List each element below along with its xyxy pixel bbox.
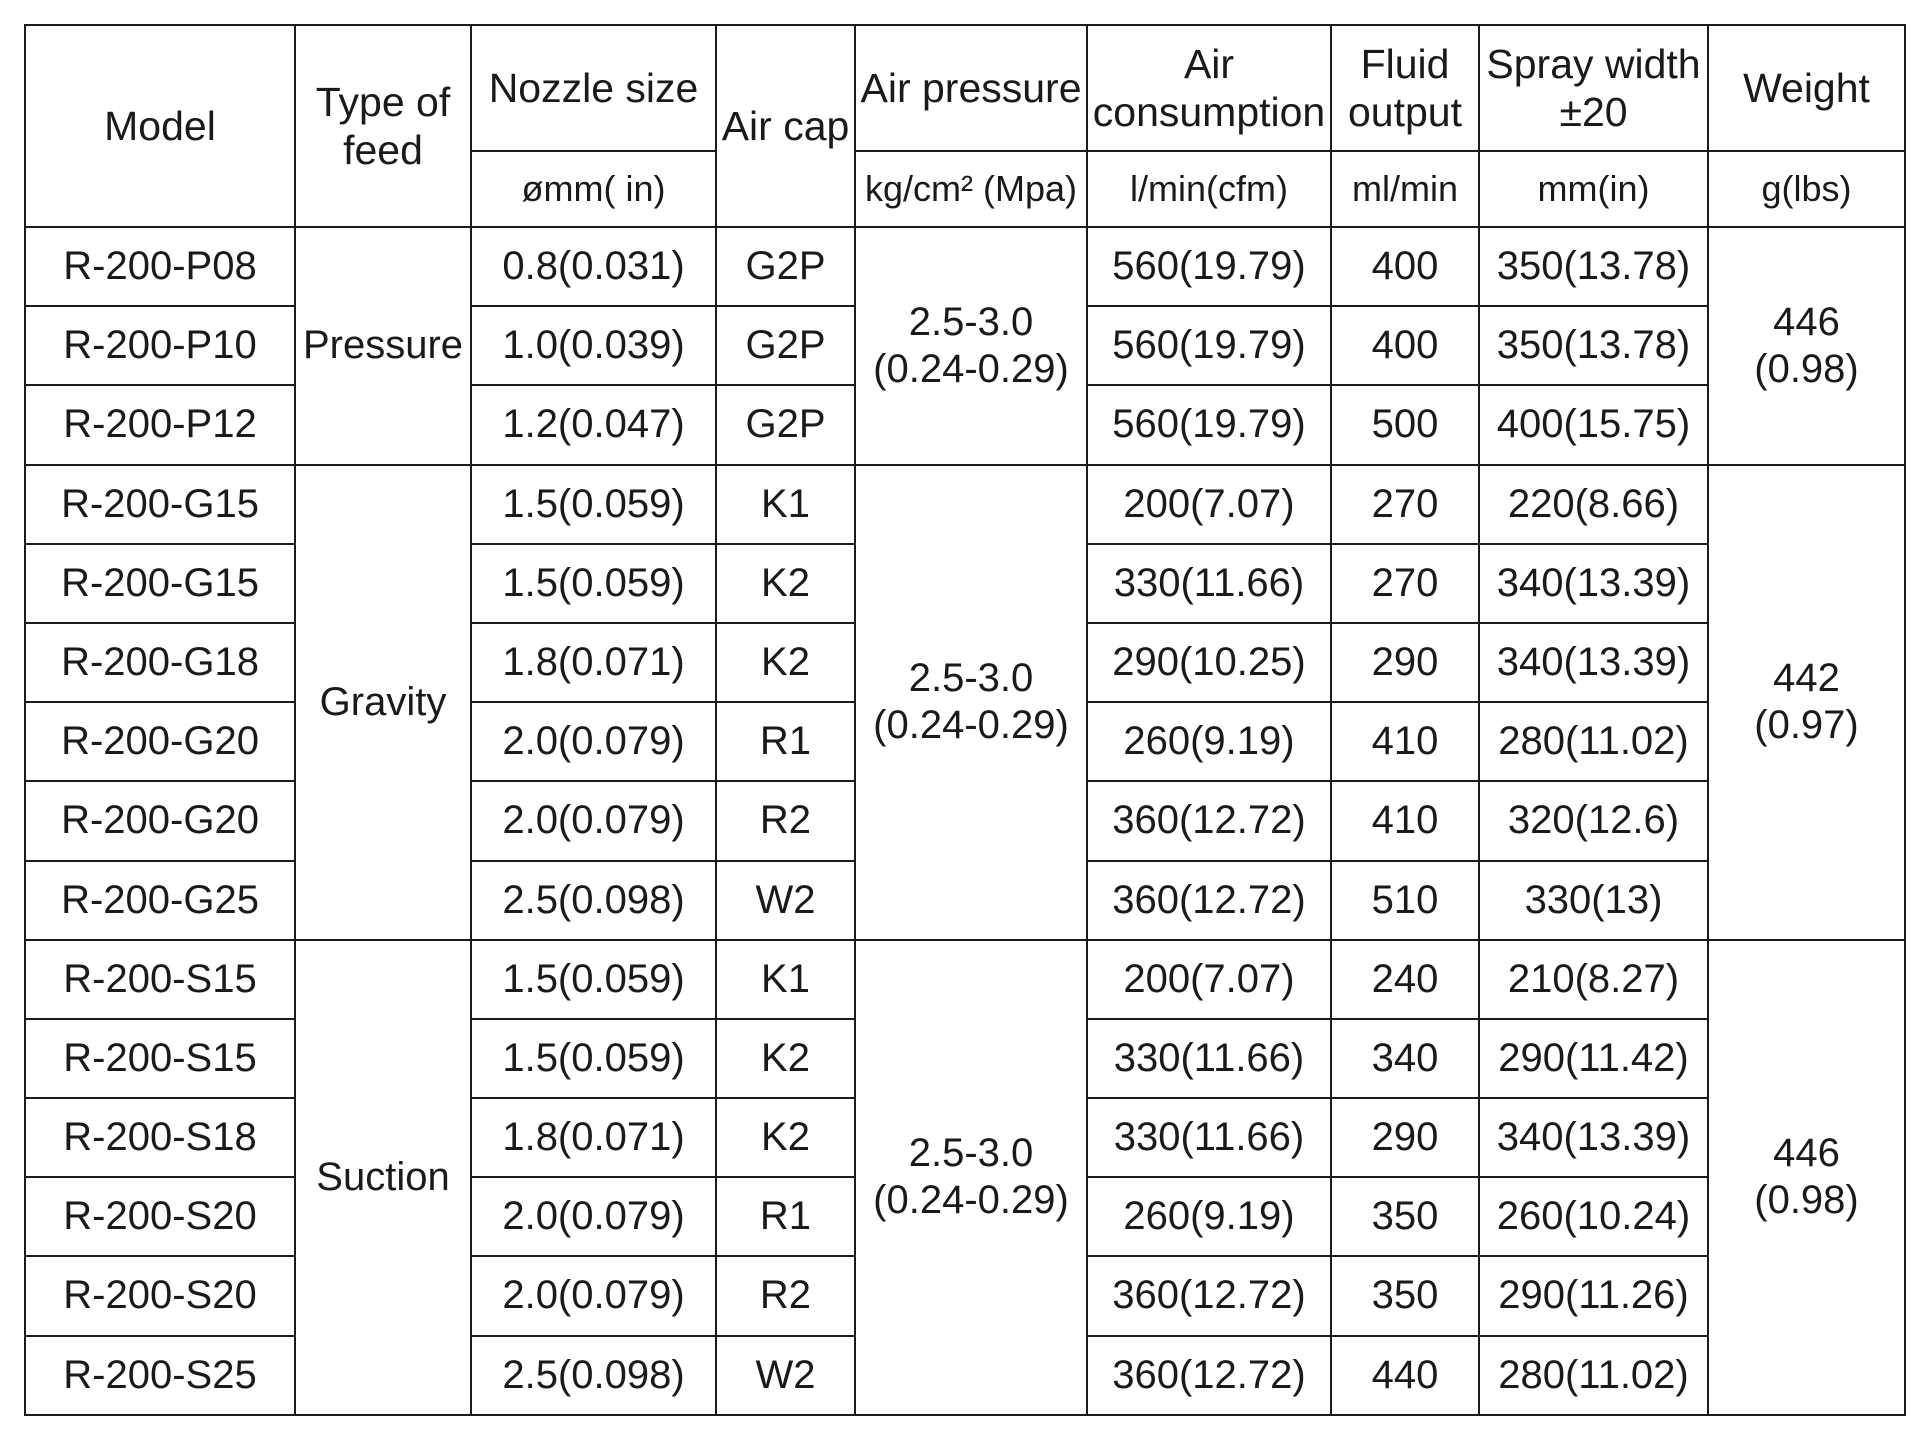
weight-lbs: (0.97)	[1754, 703, 1859, 748]
cell-weight	[1708, 465, 1905, 940]
cell-model: R-200-S15	[25, 940, 295, 1019]
cell-fluid: 350	[1331, 1256, 1479, 1335]
header-aircap: Air cap	[716, 25, 855, 227]
cell-fluid: 400	[1331, 306, 1479, 385]
cell-consumption: 200(7.07)	[1087, 940, 1331, 1019]
cell-pressure	[855, 940, 1087, 1415]
unit-spray: mm(in)	[1479, 151, 1708, 227]
cell-fluid: 350	[1331, 1177, 1479, 1256]
cell-fluid: 240	[1331, 940, 1479, 1019]
cell-nozzle: 2.0(0.079)	[471, 702, 716, 781]
header-fluid: Fluid output	[1331, 25, 1479, 151]
cell-fluid: 290	[1331, 1098, 1479, 1177]
spec-table	[24, 24, 1906, 1416]
pressure-kg: 2.5-3.0	[908, 655, 1034, 700]
cell-aircap: G2P	[716, 385, 855, 464]
table-body	[25, 227, 1905, 1415]
cell-nozzle: 0.8(0.031)	[471, 227, 716, 306]
cell-aircap: R1	[716, 1177, 855, 1256]
cell-aircap: K2	[716, 1098, 855, 1177]
header-pressure: Air pressure	[855, 25, 1087, 151]
header-model: Model	[25, 25, 295, 227]
table-row	[25, 940, 1905, 1019]
cell-consumption: 360(12.72)	[1087, 1256, 1331, 1335]
cell-consumption: 260(9.19)	[1087, 702, 1331, 781]
header-row	[25, 25, 1905, 151]
pressure-mpa: (0.24-0.29)	[873, 1178, 1069, 1223]
cell-model: R-200-G20	[25, 702, 295, 781]
cell-consumption: 560(19.79)	[1087, 306, 1331, 385]
cell-feed: Suction	[295, 940, 471, 1415]
cell-fluid: 270	[1331, 544, 1479, 623]
cell-pressure	[855, 227, 1087, 465]
cell-consumption: 560(19.79)	[1087, 227, 1331, 306]
cell-spray: 340(13.39)	[1479, 1098, 1708, 1177]
header-nozzle: Nozzle size	[471, 25, 716, 151]
cell-spray: 260(10.24)	[1479, 1177, 1708, 1256]
weight-grams: 446	[1773, 1131, 1840, 1176]
weight-grams: 442	[1773, 655, 1840, 700]
cell-consumption: 360(12.72)	[1087, 861, 1331, 940]
weight-lbs: (0.98)	[1754, 1178, 1859, 1223]
cell-model: R-200-P12	[25, 385, 295, 464]
cell-fluid: 410	[1331, 702, 1479, 781]
cell-fluid: 500	[1331, 385, 1479, 464]
cell-fluid: 440	[1331, 1336, 1479, 1415]
cell-nozzle: 1.5(0.059)	[471, 1019, 716, 1098]
cell-nozzle: 1.5(0.059)	[471, 544, 716, 623]
pressure-kg: 2.5-3.0	[908, 1131, 1034, 1176]
cell-spray: 290(11.42)	[1479, 1019, 1708, 1098]
cell-model: R-200-S25	[25, 1336, 295, 1415]
cell-aircap: W2	[716, 1336, 855, 1415]
cell-spray: 350(13.78)	[1479, 227, 1708, 306]
cell-nozzle: 1.5(0.059)	[471, 465, 716, 544]
cell-spray: 220(8.66)	[1479, 465, 1708, 544]
cell-spray: 280(11.02)	[1479, 702, 1708, 781]
pressure-mpa: (0.24-0.29)	[873, 346, 1069, 391]
cell-nozzle: 2.0(0.079)	[471, 1177, 716, 1256]
cell-consumption: 200(7.07)	[1087, 465, 1331, 544]
cell-model: R-200-P10	[25, 306, 295, 385]
table-row	[25, 465, 1905, 544]
cell-feed: Pressure	[295, 227, 471, 465]
cell-consumption: 560(19.79)	[1087, 385, 1331, 464]
cell-aircap: R2	[716, 1256, 855, 1335]
unit-weight: g(lbs)	[1708, 151, 1905, 227]
cell-nozzle: 1.8(0.071)	[471, 623, 716, 702]
cell-consumption: 290(10.25)	[1087, 623, 1331, 702]
unit-fluid: ml/min	[1331, 151, 1479, 227]
cell-aircap: K1	[716, 940, 855, 1019]
cell-consumption: 330(11.66)	[1087, 1019, 1331, 1098]
cell-fluid: 410	[1331, 781, 1479, 860]
cell-fluid: 290	[1331, 623, 1479, 702]
cell-model: R-200-S18	[25, 1098, 295, 1177]
cell-weight	[1708, 227, 1905, 465]
cell-spray: 340(13.39)	[1479, 623, 1708, 702]
cell-nozzle: 2.0(0.079)	[471, 781, 716, 860]
cell-aircap: G2P	[716, 227, 855, 306]
cell-spray: 280(11.02)	[1479, 1336, 1708, 1415]
cell-nozzle: 1.8(0.071)	[471, 1098, 716, 1177]
cell-consumption: 360(12.72)	[1087, 781, 1331, 860]
table-row	[25, 227, 1905, 306]
pressure-kg: 2.5-3.0	[908, 299, 1034, 344]
cell-feed: Gravity	[295, 465, 471, 940]
cell-fluid: 400	[1331, 227, 1479, 306]
cell-model: R-200-G25	[25, 861, 295, 940]
cell-model: R-200-G15	[25, 465, 295, 544]
pressure-mpa: (0.24-0.29)	[873, 703, 1069, 748]
cell-spray: 350(13.78)	[1479, 306, 1708, 385]
cell-fluid: 510	[1331, 861, 1479, 940]
cell-aircap: R2	[716, 781, 855, 860]
unit-pressure: kg/cm² (Mpa)	[855, 151, 1087, 227]
cell-pressure	[855, 465, 1087, 940]
cell-spray: 330(13)	[1479, 861, 1708, 940]
weight-lbs: (0.98)	[1754, 346, 1859, 391]
cell-model: R-200-P08	[25, 227, 295, 306]
cell-model: R-200-S20	[25, 1177, 295, 1256]
header-consumption: Air consumption	[1087, 25, 1331, 151]
weight-grams: 446	[1773, 299, 1840, 344]
cell-nozzle: 1.0(0.039)	[471, 306, 716, 385]
cell-model: R-200-G15	[25, 544, 295, 623]
cell-consumption: 330(11.66)	[1087, 544, 1331, 623]
cell-spray: 400(15.75)	[1479, 385, 1708, 464]
cell-aircap: K2	[716, 623, 855, 702]
cell-nozzle: 1.2(0.047)	[471, 385, 716, 464]
header-spray: Spray width ±20	[1479, 25, 1708, 151]
cell-fluid: 270	[1331, 465, 1479, 544]
unit-consumption: l/min(cfm)	[1087, 151, 1331, 227]
cell-spray: 320(12.6)	[1479, 781, 1708, 860]
unit-nozzle: ømm( in)	[471, 151, 716, 227]
cell-spray: 340(13.39)	[1479, 544, 1708, 623]
cell-consumption: 260(9.19)	[1087, 1177, 1331, 1256]
cell-aircap: K1	[716, 465, 855, 544]
cell-consumption: 360(12.72)	[1087, 1336, 1331, 1415]
cell-weight	[1708, 940, 1905, 1415]
cell-aircap: W2	[716, 861, 855, 940]
cell-nozzle: 2.0(0.079)	[471, 1256, 716, 1335]
cell-aircap: K2	[716, 544, 855, 623]
cell-model: R-200-G18	[25, 623, 295, 702]
cell-fluid: 340	[1331, 1019, 1479, 1098]
cell-model: R-200-G20	[25, 781, 295, 860]
header-weight: Weight	[1708, 25, 1905, 151]
header-feed: Type of feed	[295, 25, 471, 227]
cell-aircap: G2P	[716, 306, 855, 385]
cell-spray: 290(11.26)	[1479, 1256, 1708, 1335]
cell-model: R-200-S20	[25, 1256, 295, 1335]
cell-nozzle: 2.5(0.098)	[471, 1336, 716, 1415]
cell-consumption: 330(11.66)	[1087, 1098, 1331, 1177]
cell-aircap: R1	[716, 702, 855, 781]
cell-nozzle: 1.5(0.059)	[471, 940, 716, 1019]
cell-model: R-200-S15	[25, 1019, 295, 1098]
cell-nozzle: 2.5(0.098)	[471, 861, 716, 940]
cell-aircap: K2	[716, 1019, 855, 1098]
cell-spray: 210(8.27)	[1479, 940, 1708, 1019]
